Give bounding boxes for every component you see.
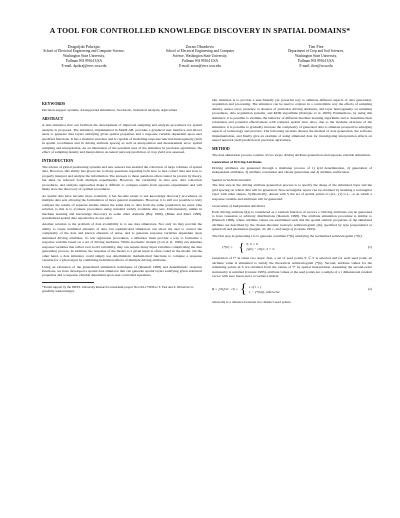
paragraph: Using an extension of the generalized simulation techniques of (Deutsch 1998) and deterministic response functions, we have developed a spatial data simulator that can generate spatial layers satisfying given statistical properties and a response variable dependent upon user-controlled equations.: [42, 264, 202, 278]
equation-case: 1 − γ*(hij), otherwise: [248, 289, 280, 294]
author-email[interactable]: E-mail: dpokraj@eecs.wsu.edu: [61, 64, 107, 68]
paragraph: The advent of global positioning systems and new sensors has enabled the collection of large volumes of spatial data. However, this ability has given rise to many questions regarding both how to best collect data and how to properly interpret and analyze the information. The answers to these questions often cannot be proven by theory, but must be inferred from multiple experiments. However, the variability in data sets, data collection procedures, and analysis approaches make it difficult to compare results from separate experiments and will likely slow the discovery of optimal procedures.: [42, 164, 202, 192]
author-email[interactable]: E-mail: tfiez@wsu.edu: [299, 64, 333, 68]
author-name: Dragoljub Pokrajac: [67, 44, 101, 49]
author-3: [260, 44, 372, 69]
abstract-text: A data simulator that can facilitate the development of improved sampling and analysis procedures for spatial analysis is proposed. The simulator, implemented in MATLAB, provides a graphical user interface and allows users to generate data layers satisfying given spatial properties and a response variable dependent upon user specified functions. It has a modular structure and is capable of modelling response function heterogeneity (both in spatial coordinates and in driving attribute spaces) as well as interpolation and measurement error, spatial sampling and interpolation. As an illustration of the potential uses of the simulator in precision agriculture, the effect of sampling density and interpolation on neural network prediction of crop yield was assessed.: [42, 123, 202, 155]
subsection-heading: Generation of Driving Attributes: [212, 160, 262, 165]
author-affiliation: Science, Washington State University,: [172, 54, 228, 58]
paragraph: The data simulation process consists of two steps: driving attribute generation and response variable simulation.: [212, 152, 371, 157]
equation-case: 0, h = 0: [246, 242, 258, 247]
paragraph: Driving attributes are generated through a multistep process of 1) grid determination, 2) generation of independent attributes, 3) attribute correlation and cluster generation and 4) attribute verification.: [212, 165, 372, 175]
equation-cases: [249, 285, 280, 294]
author-email[interactable]: E-mail: zoran@eecs.wsu.edu: [179, 64, 221, 68]
abstract-heading: ABSTRACT: [42, 116, 64, 121]
method-heading: METHOD: [212, 146, 230, 151]
footnote-rule: [42, 282, 94, 283]
paragraph: The first step in generating f is to generate a number f*(h) satisfying the normalized semivariogram γ*(h):: [212, 233, 363, 238]
introduction-heading: INTRODUCTION: [42, 158, 74, 163]
subsection-heading: Generation of Independent Attributes: [212, 204, 266, 209]
equation-2: [212, 283, 372, 297]
equation-number: (1): [367, 245, 372, 249]
paper-title: A TOOL FOR CONTROLLED KNOWLEDGE DISCOVERY IN SPATIAL DOMAINS*: [49, 26, 351, 35]
author-block: [28, 44, 372, 69]
author-affiliation: Washington State University,: [295, 54, 337, 58]
subsection-heading: Spatial Grid Determination: [212, 177, 252, 182]
brace-icon: {: [238, 240, 245, 255]
author-affiliation: Washington State University,: [63, 54, 105, 58]
equation-lhs: γ*(h) =: [222, 245, 233, 249]
keywords-text: Decision-support systems, AI-supported simulation, Stochastic, Statistical analysis, Agriculture: [42, 108, 178, 113]
equation-number: (2): [367, 287, 372, 292]
equation-lhs: R = [rij]rxr , rij =: [212, 287, 239, 292]
author-address: Pullman WA 99164 USA: [181, 59, 219, 63]
paragraph: The first step in the driving attribute generation process is to specify the shape of the simulated layer and the grid spacing on which data will be generated. Non-rectangular layers can be obtained by masking a rectangular layer with other shapes. Symbolically, denote with S the set of spatial points s1=(x1, y1) i=1,...,n on which a response variable and attributes will be generated.: [212, 183, 372, 201]
paragraph: Our intention is to provide a user-friendly yet powerful way to simulate different aspects of data generation, acquisition and processing. The simulator can be used to explore in a controllable way the effects of sampling density, sensor error, presence or absence of particular driving attributes, and layer heterogeneity on sampling procedures, data acquisition systems, and KDD algorithms (Pokrajac et al. 2000). Furthermore, by using this simulator, it is possible to examine the behavior of different machine learning algorithms and to determine their robustness and potential effectiveness with complex spatial data. Also, due to the modular structure of the simulator, it is possible to gradually increase the complexity of generated data to simulate prospective emerging aspects of technology and practice. The following sections discuss the method of data generation, the software implementation, and finally give an example of using simulated data for investigating interpolation effects on neural network yield prediction in precision agriculture.: [212, 98, 372, 143]
author-affiliation: School of Electrical Engineering and Computer Science,: [43, 49, 125, 53]
author-2: [144, 44, 256, 69]
equation-case: [γ(h) − c0]/c, h > 0: [246, 247, 275, 252]
paragraph: Generation of f* in taken two steps: first, a set of seed points S' ⊂ S is selected and for each seed point, an attribute value is simulated to satisfy the theoretical semivariogram γ*(h). Second, attribute values for the remaining points in S are obtained from the values of f* by spatial interpolation. Assuming the second-order stationarity is satisfied (Cressie 1993), attribute values at the seed points are a sample of a r dimensional random vector with zero mean and a covariance matrix: [212, 256, 372, 279]
equation-1: [222, 241, 372, 253]
author-name: Zoran Obradovic: [185, 44, 215, 49]
paragraph: Another solution to the problem of data availability is to use data simulators. Not only do they provide the ability to create unlimited amounts of data, but sophisticated simulators can allow the user to control the complexity of the data and known amounts of noise, and to generate response variables dependent upon simulated driving attributes. To test regression procedures, a simulator must provide a way to formulate a response variable based on a set of driving attributes. While stochastic models (Cott et al. 1999) can simulate response variables that reflect real world variability, they can require many input variables complicating the data generating process. In addition, the response of the model to a given input is often coded in the model. On the other hand, a data simulator could simply use deterministic mathematical functions to compute a response variable for a given input by combining individual effects of multiple driving attributes.: [42, 222, 202, 263]
keywords-heading: KEYWORDS: [42, 102, 66, 106]
right-column: [212, 98, 372, 306]
author-name: Tim Fiez: [308, 44, 324, 49]
paragraph: Each driving attribute fj(s) is considered as a random function of vectors s. Driving attributes can be generated to have Gaussian or arbitrary distributions (Deutsch 1998). The attribute simulation procedure is similar to (Deutsch 1998), where attribute values are established such that the spatial statistic properties of the simulated attribute are described by the chosen theoretic isotropic semivariogram γ(h), specified by type (exponential or spherical) and parameters (nugget, c0, sill c, and range a) (Cressie 1993).: [212, 209, 372, 232]
equation-case: 1, if i = j: [248, 285, 262, 290]
paragraph: As spatial data have become more available, it has become easier to test knowledge discovery procedures on multiple data sets allowing the formulation of more general statements. However, it is still not possible to truly compare the results of separate studies unless the same data or data from the same population are used. One solution to this is to evaluate procedures using standard widely available data sets. Unfortunately, unlike in machine learning and knowledge discovery in some other domains (Bay 1999), (Blake and Merz 1998), standardized spatial data repositories do not exist.: [42, 193, 202, 220]
footnote: *Partial support by the INEEL University Research Consortium project No.C94-175936 to T. Fiez and Z. Obradovic is gratefully acknowledged.: [42, 284, 194, 293]
author-1: [28, 44, 140, 69]
author-address: Pullman WA 99164 USA: [65, 59, 103, 63]
author-address: Pullman WA 99164 USA: [297, 59, 335, 63]
equation-cases: [246, 242, 274, 252]
brace-icon: {: [240, 281, 247, 297]
author-affiliation: School of Electrical Engineering and Computer: [165, 49, 235, 53]
left-column: [42, 98, 202, 293]
author-affiliation: Department of Crop and Soil Sciences,: [287, 49, 345, 53]
paragraph: where hij is a distance between two distinct seed points.: [212, 299, 292, 304]
